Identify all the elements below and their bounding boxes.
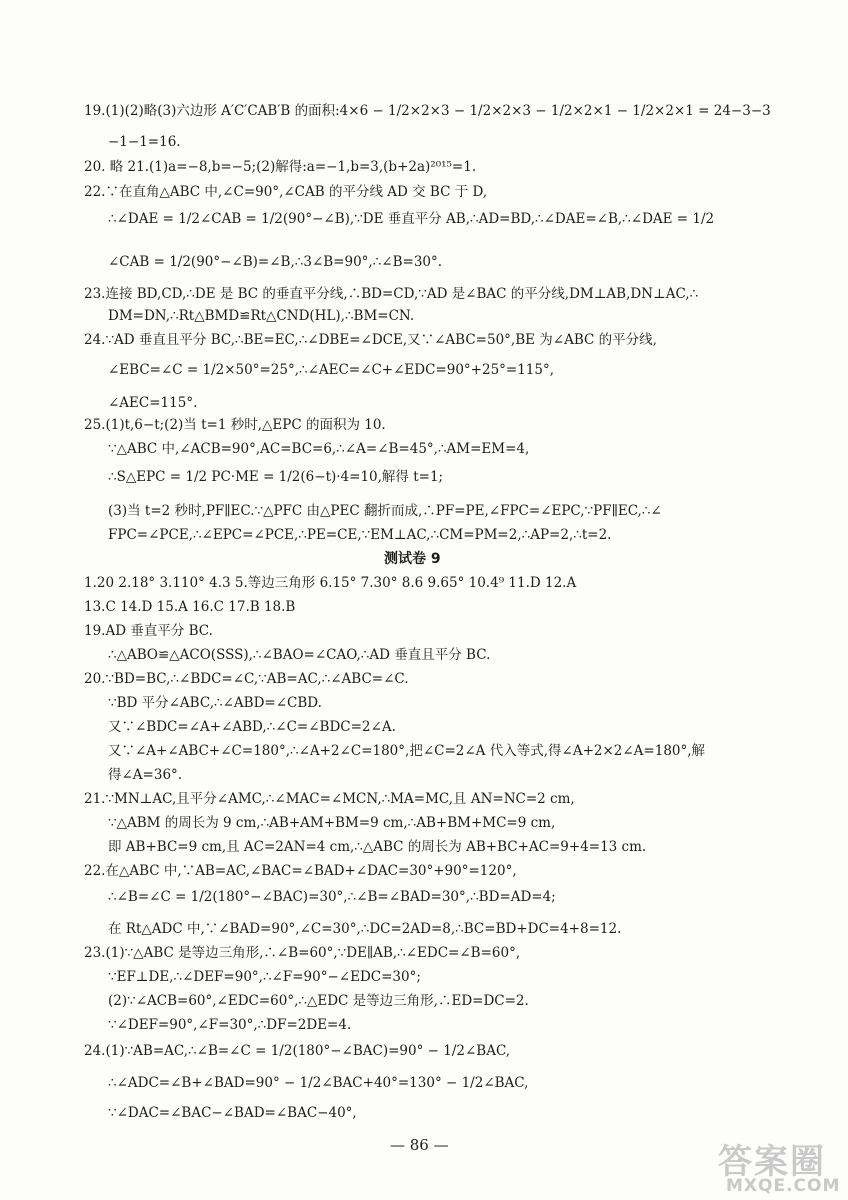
- text-line: DM=DN,∴Rt△BMD≌Rt△CND(HL),∴BM=CN.: [108, 308, 415, 324]
- text-line: ∠CAB = 1/2(90°−∠B)=∠B,∴3∠B=90°,∴∠B=30°.: [108, 254, 443, 270]
- text-line: (2)∵∠ACB=60°,∠EDC=60°,∴△EDC 是等边三角形,∴ED=DC=2.: [108, 993, 529, 1009]
- text-line: 即 AB+BC=9 cm,且 AC=2AN=4 cm,∴△ABC 的周长为 AB+BC+AC=9+4=13 cm.: [108, 839, 647, 855]
- text-line: 19.AD 垂直平分 BC.: [84, 623, 213, 639]
- text-line: 20. 略 21.(1)a=−8,b=−5;(2)解得:a=−1,b=3,(b+2a)²⁰¹⁵=1.: [84, 159, 477, 175]
- text-line: ∵∠DEF=90°,∠F=30°,∴DF=2DE=4.: [108, 1017, 352, 1033]
- text-line: ∵EF⊥DE,∴∠DEF=90°,∴∠F=90°−∠EDC=30°;: [108, 969, 421, 985]
- text-line: 得∠A=36°.: [108, 767, 183, 783]
- text-line: 1.20 2.18° 3.110° 4.3 5.等边三角形 6.15° 7.30° 8.6 9.65° 10.4⁹ 11.D 12.A: [84, 575, 577, 591]
- text-line: 25.(1)t,6−t;(2)当 t=1 秒时,△EPC 的面积为 10.: [84, 417, 386, 433]
- text-line: 21.∵MN⊥AC,且平分∠AMC,∴∠MAC=∠MCN,∴MA=MC,且 AN=NC=2 cm,: [84, 791, 575, 807]
- text-line: 23.(1)∵△ABC 是等边三角形,∴∠B=60°,∵DE∥AB,∴∠EDC=∠B=60°,: [84, 945, 521, 961]
- text-line: 又∵∠BDC=∠A+∠ABD,∴∠C=∠BDC=2∠A.: [108, 719, 396, 735]
- text-line: ∴∠ADC=∠B+∠BAD=90° − 1/2∠BAC+40°=130° − 1/2∠BAC,: [108, 1075, 529, 1091]
- text-line: FPC=∠PCE,∴∠EPC=∠PCE,∴PE=CE,∵EM⊥AC,∴CM=PM=2,∴AP=2,∴t=2.: [108, 527, 612, 543]
- text-line: 20.∵BD=BC,∴∠BDC=∠C,∵AB=AC,∴∠ABC=∠C.: [84, 671, 409, 687]
- text-line: ∵∠DAC=∠BAC−∠BAD=∠BAC−40°,: [108, 1105, 357, 1121]
- text-line: ∴△ABO≌△ACO(SSS),∴∠BAO=∠CAO,∴AD 垂直且平分 BC.: [108, 647, 491, 663]
- text-line: ∴∠DAE = 1/2∠CAB = 1/2(90°−∠B),∵DE 垂直平分 AB,∴AD=BD,∴∠DAE=∠B,∴∠DAE = 1/2: [108, 211, 715, 227]
- text-line: ∴∠B=∠C = 1/2(180°−∠BAC)=30°,∴∠B=∠BAD=30°,∴BD=AD=4;: [108, 889, 556, 905]
- text-line: 22.∵在直角△ABC 中,∠C=90°,∠CAB 的平分线 AD 交 BC 于 D,: [84, 184, 488, 200]
- text-line: (3)当 t=2 秒时,PF∥EC.∵△PFC 由△PEC 翻折而成,∴PF=PE,∠FPC=∠EPC,∵PF∥EC,∴∠: [108, 503, 662, 519]
- page-number: — 86 —: [390, 1136, 449, 1154]
- text-line: 19.(1)(2)略(3)六边形 A′C′CAB′B 的面积:4×6 − 1/2×2×3 − 1/2×2×3 − 1/2×2×1 − 1/2×2×1 = 24−3−3: [84, 103, 771, 119]
- text-line: 又∵∠A+∠ABC+∠C=180°,∴∠A+2∠C=180°,把∠C=2∠A 代入等式,得∠A+2×2∠A=180°,解: [108, 743, 706, 759]
- text-line: ∵△ABM 的周长为 9 cm,∴AB+AM+BM=9 cm,∴AB+BM+MC=9 cm,: [108, 815, 556, 831]
- text-line: 24.∵AD 垂直且平分 BC,∴BE=EC,∴∠DBE=∠DCE,又∵∠ABC=50°,BE 为∠ABC 的平分线,: [84, 332, 657, 348]
- text-line: ∴S△EPC = 1/2 PC·ME = 1/2(6−t)·4=10,解得 t=1;: [108, 469, 444, 485]
- text-line: 13.C 14.D 15.A 16.C 17.B 18.B: [84, 599, 296, 615]
- text-line: 24.(1)∵AB=AC,∴∠B=∠C = 1/2(180°−∠BAC)=90° − 1/2∠BAC,: [84, 1043, 511, 1059]
- text-line: 22.在△ABC 中,∵AB=AC,∠BAC=∠BAD+∠DAC=30°+90°=120°,: [84, 863, 517, 879]
- text-line: ∠EBC=∠C = 1/2×50°=25°,∴∠AEC=∠C+∠EDC=90°+25°=115°,: [108, 362, 555, 378]
- watermark-text: 答案圈: [718, 1142, 826, 1182]
- text-line: ∵△ABC 中,∠ACB=90°,AC=BC=6,∴∠A=∠B=45°,∴AM=EM=4,: [108, 441, 530, 457]
- text-line: 在 Rt△ADC 中,∵∠BAD=90°,∠C=30°,∴DC=2AD=8,∴BC=BD+DC=4+8=12.: [108, 921, 622, 937]
- section-title: 测试卷 9: [384, 551, 441, 567]
- text-line: −1−1=16.: [108, 134, 181, 150]
- text-line: ∠AEC=115°.: [108, 395, 198, 411]
- text-line: ∵BD 平分∠ABC,∴∠ABD=∠CBD.: [108, 695, 322, 711]
- watermark-url: MXQE.COM: [726, 1176, 841, 1196]
- text-line: 23.连接 BD,CD,∴DE 是 BC 的垂直平分线,∴BD=CD,∵AD 是∠BAC 的平分线,DM⊥AB,DN⊥AC,∴: [84, 286, 699, 302]
- watermark-logo: [712, 1134, 842, 1196]
